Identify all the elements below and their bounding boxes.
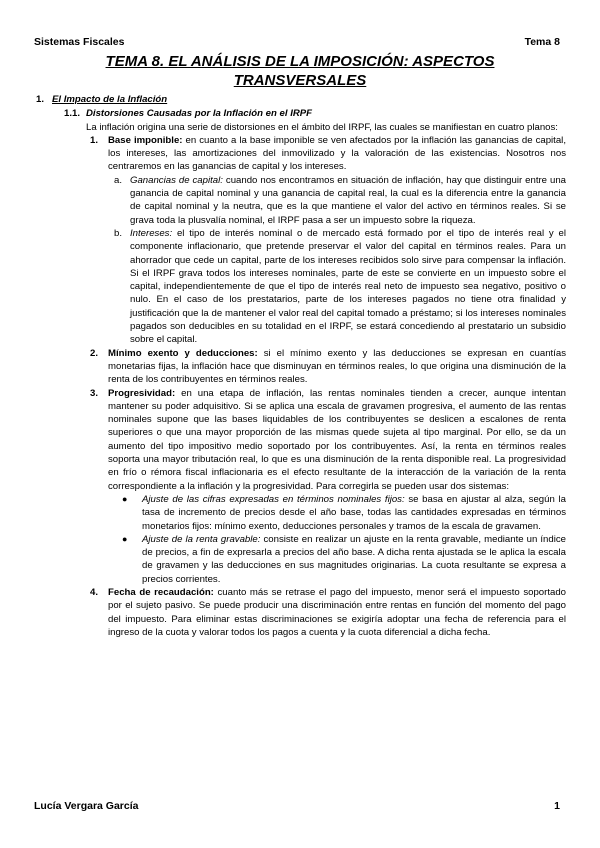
subitem-letter: a. [114,174,123,186]
subitem-lead: Ganancias de capital: [130,174,223,186]
item-text: si el mínimo exento y las deducciones se expresan en cuantías monetarias fijas, la inflación hace que disminuyan en términos reales, lo que origina una disminución de la renta de los contribuyentes en términos reales. [108,347,566,386]
item-number: 4. [90,586,99,598]
bullet-item-ajuste-cifras [108,493,566,533]
bullet-item-ajuste-renta [108,533,566,586]
item-lead: Progresividad: [108,387,176,399]
bullet-text: se basa en ajustar al alza, según la tasa de incremento de precios desde el año base, todas las cantidades expresadas en términos monetarios fijos: mínimo exento, deducciones personales y tramos de la escala de gravamen. [142,493,566,532]
footer-author: Lucía Vergara García [34,800,139,812]
subitem-text: cuando nos encontramos en situación de inflación, hay que distinguir entre una ganancia de capital nominal y una ganancia de capital real, la cual es la diferencia entre la ganancia de capital nominal y la neutra, que es la que mantiene el valor del activo en términos reales. Si se grava toda la plusvalía nominal, el IRPF pasa a ser un impuesto sobre la riqueza. [130,174,567,226]
item-text: cuanto más se retrase el pago del impuesto, menor será el impuesto soportado por el sujeto pasivo. Se puede producir una discriminación entre rentas en función del momento del pago del impuesto. Para eliminar estas discriminaciones se exigiría adoptar una fecha de referencia para el ingreso de la cuota y valorar todos los pagos a cuenta y la cuota diferencial a dicha fecha. [108,586,567,638]
subitem-text: el tipo de interés nominal o de mercado está formado por el tipo de interés real y el componente inflacionario, que pretende preservar el valor del capital en términos reales. Para un ahorrador que cede un capital, parte de los intereses recibidos solo sirve para compensar la inflación. Si el IRPF grava todos los intereses nominales, parte de este se convierte en un impuesto sobre el capital, independientemente de que el tipo de interés real neto de impuesto sea negativo, positivo o nulo. En el caso de los prestatarios, parte de los intereses pagados no tiene otra finalidad y justificación que la de mantener el valor real del capital tomado a préstamo; si los intereses nominales pagados son deducibles en su totalidad en el IRPF, se estará concediendo al prestatario un subsidio sobre el capital. [130,227,566,346]
bullet-text: consiste en realizar un ajuste en la renta gravable, mediante un índice de precios, a fin de expresarla a precios del año base. A dicha renta ajustada se le aplica la escala de gravamen y las deducciones en sus magnitudes originarias. La cuota resultante se expresa a precios corrientes. [142,533,566,585]
subitem-lead: Intereses: [130,227,173,239]
title-line-2: TRANSVERSALES [233,72,367,89]
bullet-lead: Ajuste de la renta gravable: [142,533,261,545]
list-item-minimo-exento [34,347,566,387]
intro-paragraph: La inflación origina una serie de distorsiones en el ámbito del IRPF, las cuales se manifiestan en cuatro planos: [86,121,558,133]
bullet-icon: ● [122,493,128,504]
page-number: 1 [554,800,560,812]
page-footer [34,800,560,814]
list-item-fecha-recaudacion [34,586,566,639]
item-lead: Fecha de recaudación: [108,586,214,598]
subsection-number: 1.1. [64,108,81,120]
subitem-letter: b. [114,227,123,239]
sublist-item-ganancias [108,174,566,227]
item-number: 2. [90,347,99,359]
header-topic: Tema 8 [524,36,560,48]
item-lead: Base imponible: [108,134,183,146]
header-course: Sistemas Fiscales [34,36,125,48]
document-title [60,52,540,90]
section-number: 1. [36,94,45,105]
bullet-icon: ● [122,533,128,544]
bullet-lead: Ajuste de las cifras expresadas en términos nominales fijos: [142,493,405,505]
page-header [34,36,560,50]
list-item-progresividad [34,387,566,586]
subsection-heading-1-1 [64,107,566,120]
sublist-item-intereses [108,227,566,347]
bullet-list [108,493,566,586]
item-lead: Mínimo exento y deducciones: [108,347,258,359]
document-body [34,93,566,639]
item-number: 1. [90,134,99,146]
section-title: El Impacto de la Inflación [52,94,168,105]
distortion-list [34,134,566,639]
section-heading-1 [36,93,566,106]
item-number: 3. [90,387,99,399]
item-text: en una etapa de inflación, las rentas nominales tienden a crecer, aunque intentan mantener su poder adquisitivo. Si se aplica una escala de gravamen progresiva, el aumento de las rentas nominales supone que las bases liquidables de los contribuyentes se deslicen a escalones de renta superiores o que una mayor proporción de las mismas quede sujeta al tipo marginal. Por ello, se da un aumento del tipo impositivo medio soportado por los contribuyentes. Así, la renta en términos reales soporta una mayor tributación real, lo que es una disminución de la renta disponible real. La progresividad en frío o rémora fiscal inflacionaria es el efecto resultante de la interacción de la variación de la renta correspondiente a la inflación y la progresividad. Para corregirla se pueden usar dos sistemas: [108,387,566,492]
sublist [108,174,566,347]
item-text: en cuanto a la base imponible se ven afectados por la inflación las ganancias de capital, los intereses, las amortizaciones del inmovilizado y la valoración de las existencias. Nosotros nos centraremos en las ganancias de capital y los intereses. [108,134,566,173]
title-line-1: TEMA 8. EL ANÁLISIS DE LA IMPOSICIÓN: ASPECTOS [105,53,495,70]
list-item-base-imponible [34,134,566,347]
subsection-title: Distorsiones Causadas por la Inflación en el IRPF [86,108,313,120]
